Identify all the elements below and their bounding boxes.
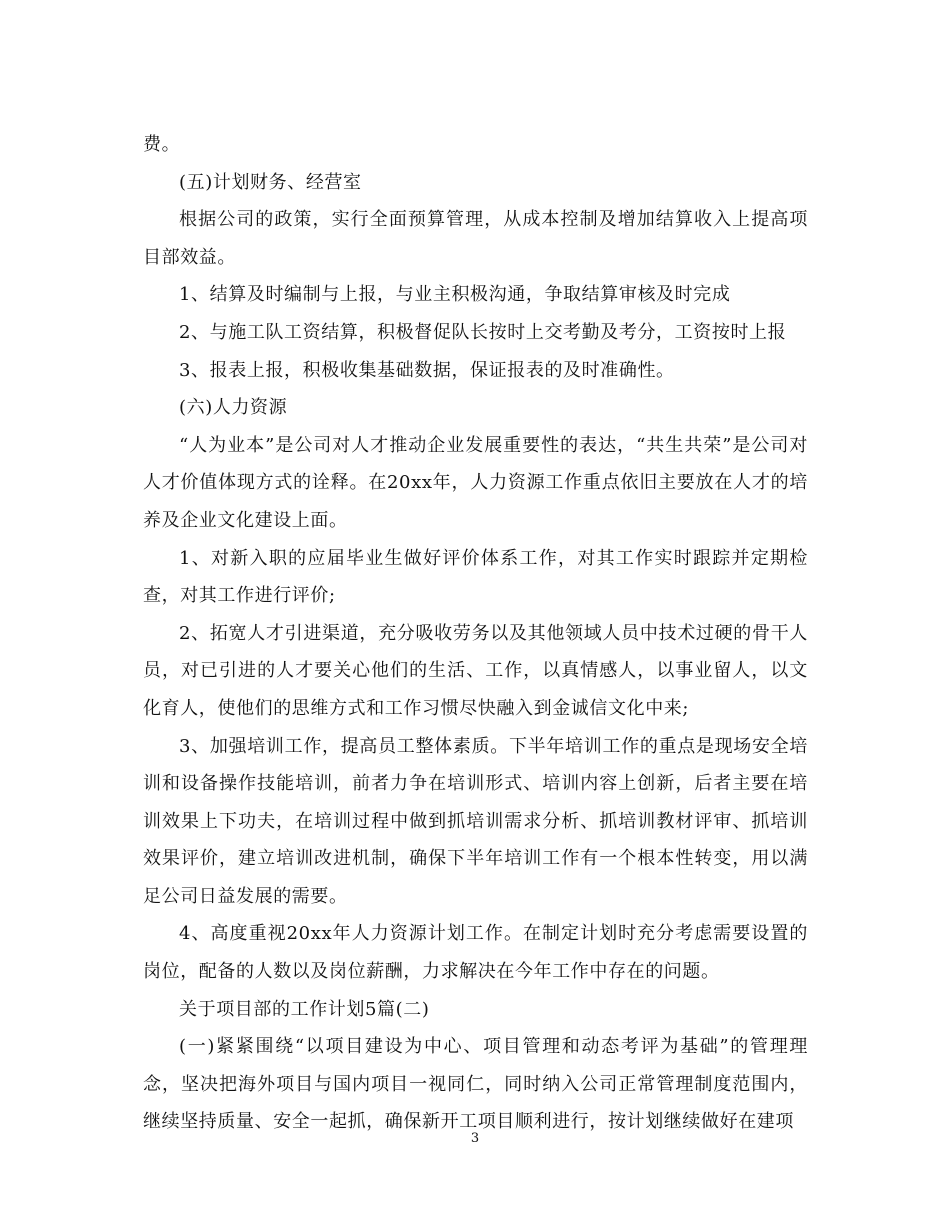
document-body xyxy=(143,126,808,1141)
list-item-hr-1: 1、对新入职的应届毕业生做好评价体系工作，对其工作实时跟踪并定期检查，对其工作进行评价; xyxy=(143,547,808,607)
list-item-finance-1: 1、结算及时编制与上报，与业主积极沟通，争取结算审核及时完成 xyxy=(179,284,731,306)
list-item-hr-2: 2、拓宽人才引进渠道，充分吸收劳务以及其他领域人员中技术过硬的骨干人员，对已引进的人才要关心他们的生活、工作，以真情感人，以事业留人，以文化育人，使他们的思维方式和工作习惯尽快融入到金诚信文化中来; xyxy=(143,622,808,719)
paragraph-hr-intro: “人为业本”是公司对人才推动企业发展重要性的表达，“共生共荣”是公司对人才价值体现方式的诠释。在20xx年，人力资源工作重点依旧主要放在人才的培养及企业文化建设上面。 xyxy=(143,434,808,531)
paragraph-continuation: 费。 xyxy=(143,134,181,155)
paragraph-finance-intro: 根据公司的政策，实行全面预算管理，从成本控制及增加结算收入上提高项目部效益。 xyxy=(143,209,808,268)
section-title-part-two: 关于项目部的工作计划5篇(二) xyxy=(179,998,430,1020)
section-heading-hr: (六)人力资源 xyxy=(179,397,288,419)
list-item-hr-3: 3、加强培训工作，提高员工整体素质。下半年培训工作的重点是现场安全培训和设备操作技能培训，前者力争在培训形式、培训内容上创新，后者主要在培训效果上下功夫，在培训过程中做到抓培训需求分析、抓培训教材评审、抓培训效果评价，建立培训改进机制，确保下半年培训工作有一个根本性转变，用以满足公司日益发展的需要。 xyxy=(143,735,808,907)
list-item-finance-3: 3、报表上报，积极收集基础数据，保证报表的及时准确性。 xyxy=(179,359,675,381)
list-item-hr-4: 4、高度重视20xx年人力资源计划工作。在制定计划时充分考虑需要设置的岗位，配备的人数以及岗位薪酬，力求解决在今年工作中存在的问题。 xyxy=(143,923,808,983)
page-number: 3 xyxy=(470,1131,480,1146)
list-item-finance-2: 2、与施工队工资结算，积极督促队长按时上交考勤及考分，工资按时上报 xyxy=(179,321,787,343)
paragraph-part-two-1: (一)紧紧围绕“以项目建设为中心、项目管理和动态考评为基础”的管理理念，坚决把海外项目与国内项目一视同仁，同时纳入公司正常管理制度范围内，继续坚持质量、安全一起抓，确保新开工项目顺利进行，按计划继续做好在建项 xyxy=(143,1036,808,1133)
section-heading-finance: (五)计划财务、经营室 xyxy=(179,171,362,193)
